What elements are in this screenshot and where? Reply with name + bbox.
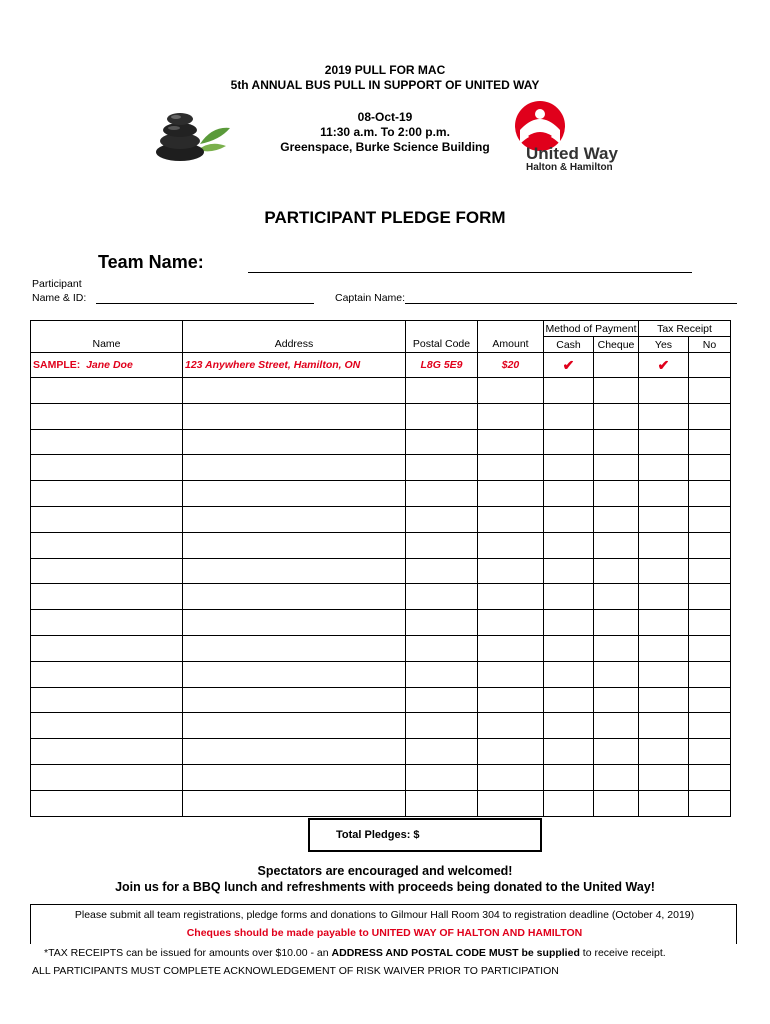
- cash-cell[interactable]: [544, 481, 594, 507]
- cash-cell[interactable]: [544, 378, 594, 404]
- cheque-cell[interactable]: [594, 661, 639, 687]
- amount-cell[interactable]: [478, 713, 544, 739]
- tax-receipt-note: [44, 947, 666, 959]
- cash-cell[interactable]: [544, 661, 594, 687]
- cheque-cell[interactable]: [594, 635, 639, 661]
- event-time: 11:30 a.m. To 2:00 p.m.: [320, 125, 450, 139]
- cash-cell[interactable]: [544, 713, 594, 739]
- name-cell[interactable]: [31, 661, 183, 687]
- name-cell[interactable]: [31, 532, 183, 558]
- checkmark-icon: ✔: [562, 356, 575, 373]
- table-row: [31, 739, 731, 765]
- postal-code-cell[interactable]: [406, 610, 478, 636]
- amount-cell[interactable]: [478, 764, 544, 790]
- waiver-note: ALL PARTICIPANTS MUST COMPLETE ACKNOWLEDGEMENT OF RISK WAIVER PRIOR TO PARTICIPATION: [32, 965, 559, 977]
- cash-cell[interactable]: [544, 532, 594, 558]
- col-header-name: Name: [31, 321, 183, 353]
- name-cell[interactable]: [31, 713, 183, 739]
- no-cell[interactable]: [689, 403, 731, 429]
- address-cell[interactable]: [183, 739, 406, 765]
- sample-cash-check: [544, 353, 594, 378]
- header-line-1: 2019 PULL FOR MAC: [324, 63, 446, 77]
- col-header-tax-receipt: Tax Receipt: [639, 321, 731, 337]
- amount-cell[interactable]: [478, 481, 544, 507]
- amount-cell[interactable]: [478, 429, 544, 455]
- cheque-cell[interactable]: [594, 687, 639, 713]
- sample-postal-code: L8G 5E9: [406, 353, 478, 378]
- yes-cell[interactable]: [639, 429, 689, 455]
- amount-cell[interactable]: [478, 403, 544, 429]
- cheque-payable-note: Cheques should be made payable to UNITED WAY OF HALTON AND HAMILTON: [186, 927, 583, 939]
- spectators-note: Spectators are encouraged and welcomed!: [257, 864, 513, 878]
- col-header-address: Address: [183, 321, 406, 353]
- table-row: [31, 790, 731, 816]
- captain-name-label: Captain Name:: [335, 292, 406, 304]
- yes-cell[interactable]: [639, 687, 689, 713]
- postal-code-cell[interactable]: [406, 584, 478, 610]
- total-pledges-label: Total Pledges: $: [336, 829, 420, 841]
- cheque-cell[interactable]: [594, 378, 639, 404]
- address-cell[interactable]: [183, 481, 406, 507]
- no-cell[interactable]: [689, 635, 731, 661]
- yes-cell[interactable]: [639, 610, 689, 636]
- col-header-yes: Yes: [639, 337, 689, 353]
- tax-note-bold: ADDRESS AND POSTAL CODE MUST be supplied: [331, 947, 580, 959]
- sample-no: [689, 353, 731, 378]
- col-header-cash: Cash: [544, 337, 594, 353]
- sample-cheque: [594, 353, 639, 378]
- address-cell[interactable]: [183, 687, 406, 713]
- yes-cell[interactable]: [639, 378, 689, 404]
- col-header-cheque: Cheque: [594, 337, 639, 353]
- cash-cell[interactable]: [544, 790, 594, 816]
- cash-cell[interactable]: [544, 687, 594, 713]
- united-way-name: United Way: [526, 144, 618, 163]
- no-cell[interactable]: [689, 610, 731, 636]
- united-way-region: Halton & Hamilton: [526, 162, 613, 173]
- sample-row: [31, 353, 731, 378]
- cheque-cell[interactable]: [594, 481, 639, 507]
- table-row: [31, 584, 731, 610]
- no-cell[interactable]: [689, 455, 731, 481]
- cheque-cell[interactable]: [594, 713, 639, 739]
- address-cell[interactable]: [183, 506, 406, 532]
- address-cell[interactable]: [183, 661, 406, 687]
- amount-cell[interactable]: [478, 687, 544, 713]
- postal-code-cell[interactable]: [406, 558, 478, 584]
- name-cell[interactable]: [31, 764, 183, 790]
- table-row: [31, 506, 731, 532]
- yes-cell[interactable]: [639, 558, 689, 584]
- table-row: [31, 764, 731, 790]
- cheque-cell[interactable]: [594, 584, 639, 610]
- table-row: [31, 481, 731, 507]
- no-cell[interactable]: [689, 739, 731, 765]
- sample-address: 123 Anywhere Street, Hamilton, ON: [183, 353, 406, 378]
- yes-cell[interactable]: [639, 764, 689, 790]
- yes-cell[interactable]: [639, 403, 689, 429]
- address-cell[interactable]: [183, 455, 406, 481]
- amount-cell[interactable]: [478, 790, 544, 816]
- table-row: [31, 713, 731, 739]
- name-cell[interactable]: [31, 378, 183, 404]
- name-cell[interactable]: [31, 506, 183, 532]
- cash-cell[interactable]: [544, 558, 594, 584]
- address-cell[interactable]: [183, 429, 406, 455]
- name-cell[interactable]: [31, 558, 183, 584]
- no-cell[interactable]: [689, 661, 731, 687]
- participant-name-id-label: Name & ID:: [32, 292, 87, 304]
- postal-code-cell[interactable]: [406, 790, 478, 816]
- address-cell[interactable]: [183, 378, 406, 404]
- form-title: PARTICIPANT PLEDGE FORM: [264, 208, 506, 227]
- submission-notice-box: [30, 904, 737, 944]
- event-date: 08-Oct-19: [357, 110, 413, 124]
- no-cell[interactable]: [689, 764, 731, 790]
- cheque-cell[interactable]: [594, 429, 639, 455]
- no-cell[interactable]: [689, 713, 731, 739]
- name-cell[interactable]: [31, 455, 183, 481]
- no-cell[interactable]: [689, 429, 731, 455]
- amount-cell[interactable]: [478, 506, 544, 532]
- table-row: [31, 429, 731, 455]
- postal-code-cell[interactable]: [406, 378, 478, 404]
- bbq-note: Join us for a BBQ lunch and refreshments with proceeds being donated to the United Way!: [115, 880, 655, 894]
- yes-cell[interactable]: [639, 584, 689, 610]
- no-cell[interactable]: [689, 790, 731, 816]
- checkmark-icon: ✔: [657, 356, 670, 373]
- amount-cell[interactable]: [478, 378, 544, 404]
- address-cell[interactable]: [183, 532, 406, 558]
- cash-cell[interactable]: [544, 584, 594, 610]
- name-cell[interactable]: [31, 687, 183, 713]
- name-cell[interactable]: [31, 610, 183, 636]
- tax-note-pre: *TAX RECEIPTS can be issued for amounts over $10.00 - an: [44, 947, 332, 959]
- cash-cell[interactable]: [544, 764, 594, 790]
- yes-cell[interactable]: [639, 532, 689, 558]
- postal-code-cell[interactable]: [406, 455, 478, 481]
- table-row: [31, 635, 731, 661]
- table-row: [31, 661, 731, 687]
- amount-cell[interactable]: [478, 558, 544, 584]
- no-cell[interactable]: [689, 558, 731, 584]
- name-cell[interactable]: [31, 790, 183, 816]
- amount-cell[interactable]: [478, 610, 544, 636]
- address-cell[interactable]: [183, 790, 406, 816]
- name-cell[interactable]: [31, 635, 183, 661]
- no-cell[interactable]: [689, 687, 731, 713]
- postal-code-cell[interactable]: [406, 506, 478, 532]
- postal-code-cell[interactable]: [406, 403, 478, 429]
- united-way-logo: [508, 100, 638, 178]
- cheque-cell[interactable]: [594, 790, 639, 816]
- postal-code-cell[interactable]: [406, 481, 478, 507]
- amount-cell[interactable]: [478, 455, 544, 481]
- table-row: [31, 610, 731, 636]
- yes-cell[interactable]: [639, 739, 689, 765]
- cheque-cell[interactable]: [594, 455, 639, 481]
- yes-cell[interactable]: [639, 455, 689, 481]
- cheque-cell[interactable]: [594, 610, 639, 636]
- tax-note-post: to receive receipt.: [579, 947, 666, 959]
- yes-cell[interactable]: [639, 790, 689, 816]
- cheque-cell[interactable]: [594, 558, 639, 584]
- postal-code-cell[interactable]: [406, 739, 478, 765]
- no-cell[interactable]: [689, 506, 731, 532]
- yes-cell[interactable]: [639, 713, 689, 739]
- sample-yes-check: [639, 353, 689, 378]
- table-row: [31, 532, 731, 558]
- participant-label: Participant: [32, 278, 82, 290]
- table-row: [31, 558, 731, 584]
- name-cell[interactable]: [31, 739, 183, 765]
- address-cell[interactable]: [183, 584, 406, 610]
- yes-cell[interactable]: [639, 481, 689, 507]
- cheque-cell[interactable]: [594, 506, 639, 532]
- postal-code-cell[interactable]: [406, 635, 478, 661]
- submission-note: Please submit all team registrations, pledge forms and donations to Gilmour Hall Room 304 to registration deadline (October 4, 2019): [74, 909, 695, 921]
- cheque-cell[interactable]: [594, 403, 639, 429]
- table-row: [31, 378, 731, 404]
- address-cell[interactable]: [183, 558, 406, 584]
- yes-cell[interactable]: [639, 635, 689, 661]
- postal-code-cell[interactable]: [406, 713, 478, 739]
- cash-cell[interactable]: [544, 739, 594, 765]
- total-pledges-box[interactable]: [308, 818, 542, 852]
- postal-code-cell[interactable]: [406, 532, 478, 558]
- event-location: Greenspace, Burke Science Building: [280, 140, 490, 154]
- name-cell[interactable]: [31, 481, 183, 507]
- col-header-amount: Amount: [478, 321, 544, 353]
- address-cell[interactable]: [183, 403, 406, 429]
- no-cell[interactable]: [689, 584, 731, 610]
- cash-cell[interactable]: [544, 635, 594, 661]
- cheque-cell[interactable]: [594, 739, 639, 765]
- header-line-2: 5th ANNUAL BUS PULL IN SUPPORT OF UNITED WAY: [230, 78, 540, 92]
- cheque-cell[interactable]: [594, 532, 639, 558]
- name-cell[interactable]: [31, 403, 183, 429]
- captain-name-field[interactable]: [405, 303, 737, 304]
- sample-label: SAMPLE:: [33, 359, 81, 371]
- postal-code-cell[interactable]: [406, 661, 478, 687]
- no-cell[interactable]: [689, 532, 731, 558]
- name-cell[interactable]: [31, 429, 183, 455]
- amount-cell[interactable]: [478, 635, 544, 661]
- address-cell[interactable]: [183, 713, 406, 739]
- cash-cell[interactable]: [544, 506, 594, 532]
- postal-code-cell[interactable]: [406, 687, 478, 713]
- table-row: [31, 687, 731, 713]
- cash-cell[interactable]: [544, 455, 594, 481]
- col-header-postal-code: Postal Code: [406, 321, 478, 353]
- cash-cell[interactable]: [544, 429, 594, 455]
- sample-amount: $20: [478, 353, 544, 378]
- no-cell[interactable]: [689, 481, 731, 507]
- amount-cell[interactable]: [478, 584, 544, 610]
- no-cell[interactable]: [689, 378, 731, 404]
- cash-cell[interactable]: [544, 403, 594, 429]
- address-cell[interactable]: [183, 764, 406, 790]
- col-header-no: No: [689, 337, 731, 353]
- stones-image: [150, 106, 232, 162]
- name-cell[interactable]: [31, 584, 183, 610]
- sample-name: Jane Doe: [86, 359, 133, 371]
- postal-code-cell[interactable]: [406, 764, 478, 790]
- table-row: [31, 403, 731, 429]
- amount-cell[interactable]: [478, 661, 544, 687]
- yes-cell[interactable]: [639, 661, 689, 687]
- amount-cell[interactable]: [478, 739, 544, 765]
- cheque-cell[interactable]: [594, 764, 639, 790]
- postal-code-cell[interactable]: [406, 429, 478, 455]
- table-row: [31, 455, 731, 481]
- participant-name-id-field[interactable]: [96, 303, 314, 304]
- team-name-field[interactable]: [248, 272, 692, 273]
- col-header-method-of-payment: Method of Payment: [545, 322, 637, 335]
- yes-cell[interactable]: [639, 506, 689, 532]
- address-cell[interactable]: [183, 635, 406, 661]
- amount-cell[interactable]: [478, 532, 544, 558]
- cash-cell[interactable]: [544, 610, 594, 636]
- sample-name-cell: [31, 353, 183, 378]
- team-name-label: Team Name:: [98, 252, 204, 272]
- pledge-table: [30, 320, 731, 817]
- address-cell[interactable]: [183, 610, 406, 636]
